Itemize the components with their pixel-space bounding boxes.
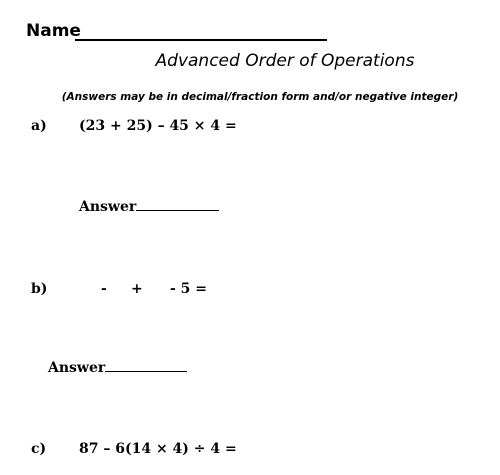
question-a-label: a): [31, 118, 47, 134]
name-label: Name: [26, 21, 81, 41]
question-c-label: c): [31, 441, 47, 457]
question-a-expression: (23 + 25) – 45 × 4 =: [79, 118, 237, 134]
name-blank-line: [75, 39, 327, 41]
question-b-expression-part-1: -: [101, 281, 107, 297]
question-a-answer: [79, 199, 219, 215]
answer-label: Answer: [48, 360, 106, 376]
question-b-expression-part-3: - 5 =: [170, 281, 208, 297]
question-b-answer: [48, 360, 187, 376]
question-b-label: b): [31, 281, 48, 297]
answer-blank-line: [136, 210, 219, 211]
question-b-expression-part-2: +: [131, 281, 143, 297]
question-c-expression: 87 – 6(14 × 4) ÷ 4 =: [79, 441, 237, 457]
answer-blank-line: [105, 371, 187, 372]
worksheet-title: Advanced Order of Operations: [155, 51, 415, 71]
worksheet-instructions: (Answers may be in decimal/fraction form and/or negative integer): [61, 91, 459, 103]
answer-label: Answer: [79, 199, 137, 215]
